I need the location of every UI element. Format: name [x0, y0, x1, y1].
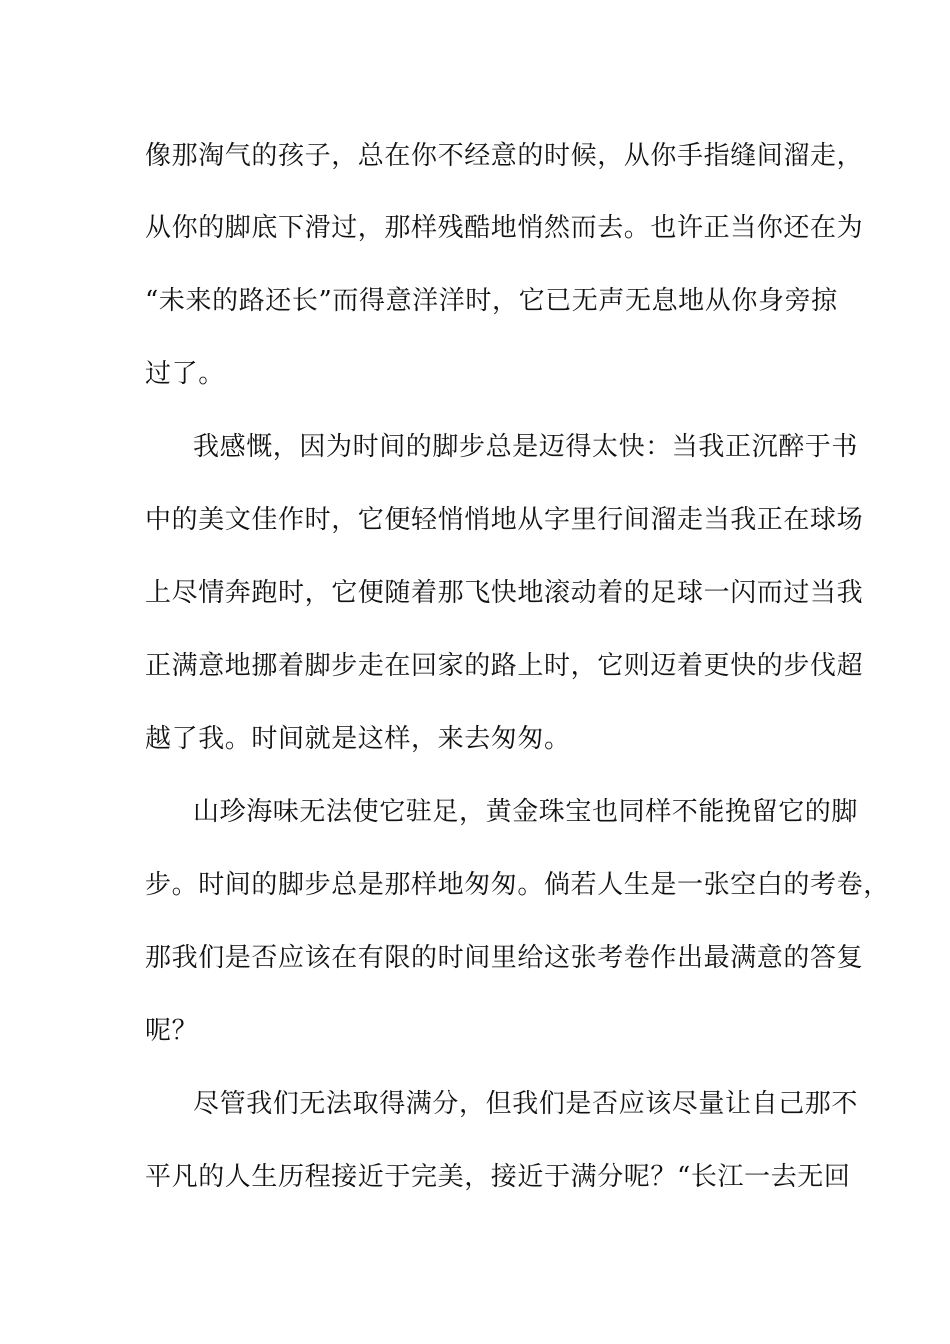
text-line: 正满意地挪着脚步走在回家的路上时，它则迈着更快的步伐超	[145, 651, 864, 681]
text-line: 中的美文佳作时，它便轻悄悄地从字里行间溜走当我正在球场	[145, 505, 864, 535]
text-line: 呢？	[145, 1016, 199, 1046]
text-line: “未来的路还长”而得意洋洋时，它已无声无息地从你身旁掠	[145, 286, 838, 316]
text-line: 越了我。时间就是这样，来去匆匆。	[145, 724, 571, 754]
text-line: 步。时间的脚步总是那样地匆匆。倘若人生是一张空白的考卷，	[145, 870, 890, 900]
text-line: 那我们是否应该在有限的时间里给这张考卷作出最满意的答复	[145, 943, 864, 973]
text-line: 上尽情奔跑时，它便随着那飞快地滚动着的足球一闪而过当我	[145, 578, 864, 608]
paragraph-start-line: 尽管我们无法取得满分，但我们是否应该尽量让自己那不	[193, 1089, 859, 1119]
paragraph-start-line: 山珍海味无法使它驻足，黄金珠宝也同样不能挽留它的脚	[193, 797, 859, 827]
paragraph-start-line: 我感慨，因为时间的脚步总是迈得太快：当我正沉醉于书	[193, 432, 859, 462]
text-line: 从你的脚底下滑过，那样残酷地悄然而去。也许正当你还在为	[145, 213, 864, 243]
text-line: 过了。	[145, 359, 225, 389]
text-line: 像那淘气的孩子，总在你不经意的时候，从你手指缝间溜走，	[145, 141, 864, 171]
text-line: 平凡的人生历程接近于完美，接近于满分呢？“长江一去无回	[145, 1162, 851, 1192]
